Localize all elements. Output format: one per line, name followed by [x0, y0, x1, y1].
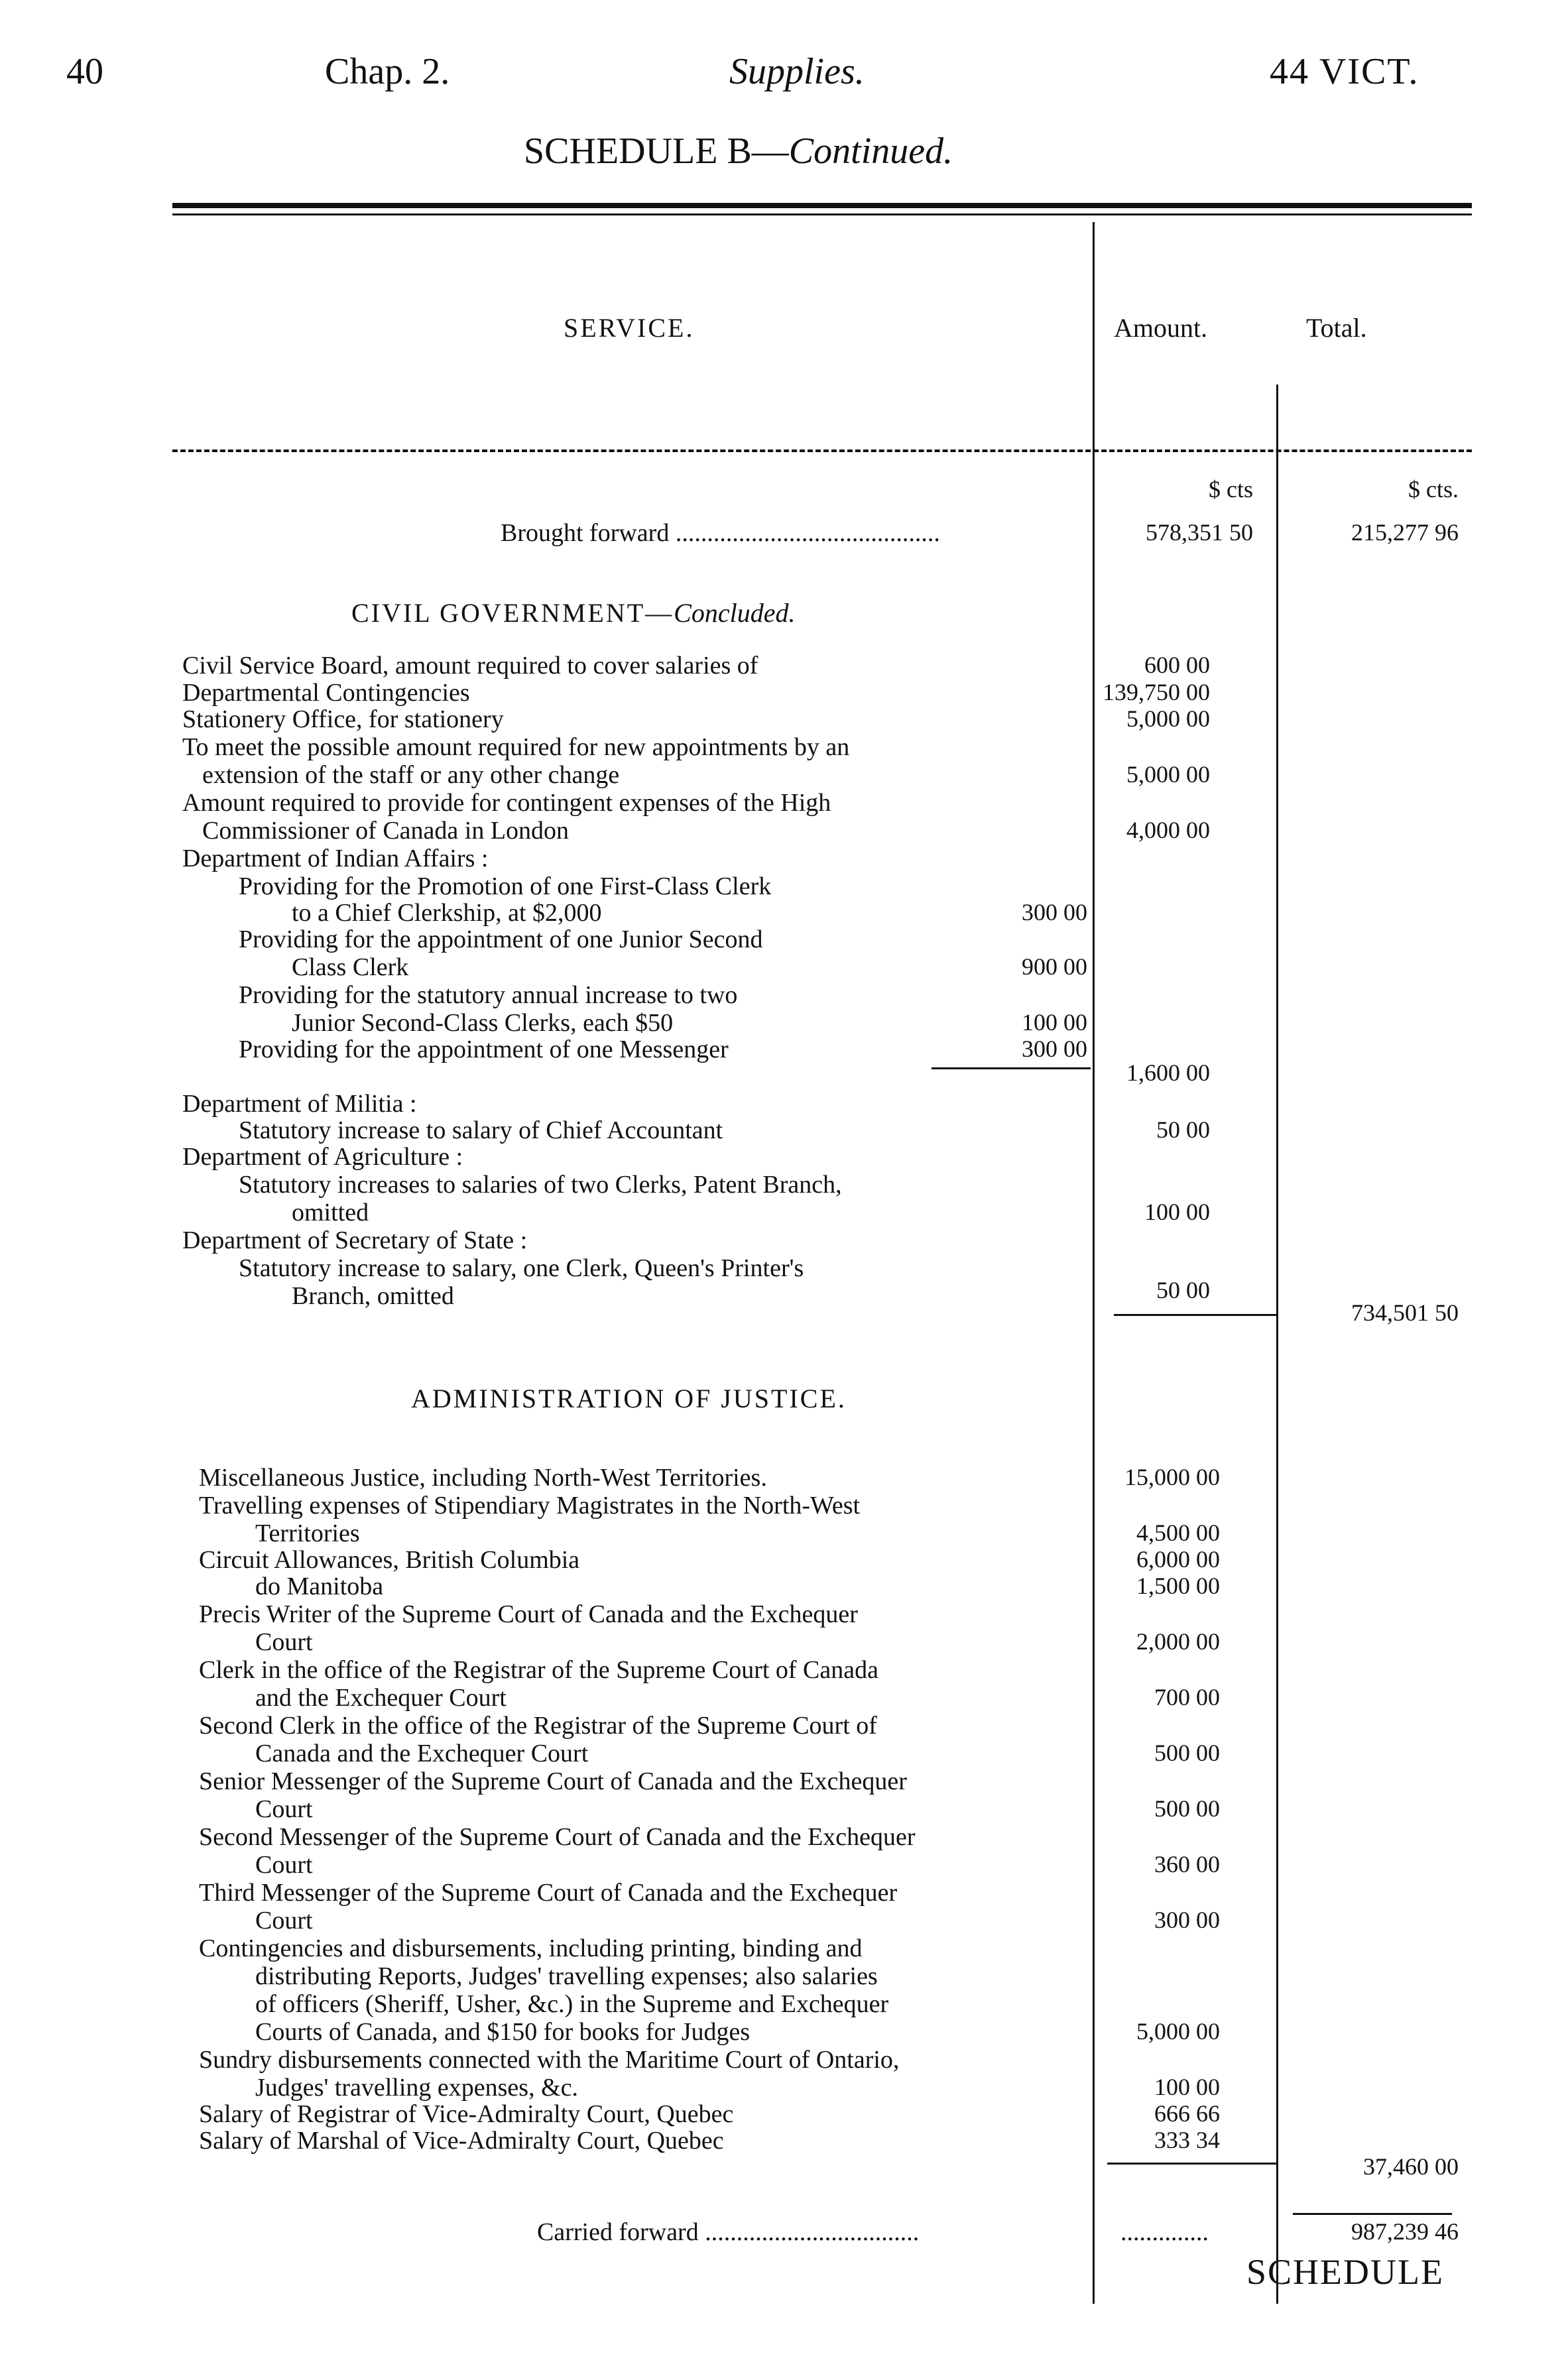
line-second-messenger-1: Second Messenger of the Supreme Court of Canada and the Exchequer — [199, 1823, 916, 1851]
carried-forward-leader: .............. — [1120, 2218, 1209, 2246]
line-registrar-vice-admiralty: Salary of Registrar of Vice-Admiralty Court, Quebec — [199, 2100, 734, 2128]
catchword: SCHEDULE — [1246, 2252, 1444, 2292]
carried-forward-label: Carried forward .................................. — [537, 2218, 920, 2246]
amount-secretary: 50 00 — [1156, 1277, 1210, 1303]
amount-unit: $ cts — [1209, 476, 1253, 503]
line-new-appointments-2: extension of the staff or any other change — [202, 761, 620, 789]
line-stipendiary-2: Territories — [255, 1519, 360, 1547]
amount-indian-affairs: 1,600 00 — [1126, 1059, 1210, 1086]
page-number: 40 — [66, 51, 103, 92]
line-stationery-office: Stationery Office, for stationery — [182, 705, 504, 733]
brought-forward-text: Brought forward — [501, 519, 670, 547]
line-contingencies-2: distributing Reports, Judges' travelling expenses; also salaries — [255, 1962, 878, 1990]
amount-new-appointments: 5,000 00 — [1126, 761, 1210, 788]
line-secretary-increase-2: Branch, omitted — [292, 1282, 454, 1310]
top-rule-thick — [172, 203, 1472, 208]
amount-registrar-vice-admiralty: 666 66 — [1154, 2100, 1220, 2127]
inner-amount-promotion: 300 00 — [1022, 899, 1087, 925]
amount-militia: 50 00 — [1156, 1116, 1210, 1143]
amount-stationery-office: 5,000 00 — [1126, 705, 1210, 732]
schedule-title-main: SCHEDULE B— — [524, 131, 789, 172]
schedule-title — [524, 133, 953, 170]
chapter-label: Chap. 2. — [325, 51, 450, 92]
line-precis-writer-2: Court — [255, 1628, 313, 1656]
carried-forward-text: Carried forward — [537, 2218, 699, 2246]
inner-amount-messenger: 300 00 — [1022, 1036, 1087, 1062]
amount-high-commissioner: 4,000 00 — [1126, 817, 1210, 843]
line-new-appointments-1: To meet the possible amount required for new appointments by an — [182, 733, 850, 761]
amount-second-messenger: 360 00 — [1154, 1851, 1220, 1877]
line-senior-messenger-2: Court — [255, 1795, 313, 1823]
justice-subtotal-rule — [1107, 2163, 1276, 2165]
justice-heading: ADMINISTRATION OF JUSTICE. — [411, 1384, 847, 1413]
line-indian-increase-1: Providing for the statutory annual increase to two — [239, 981, 738, 1009]
line-maritime-1: Sundry disbursements connected with the Maritime Court of Ontario, — [199, 2046, 900, 2074]
line-stipendiary-1: Travelling expenses of Stipendiary Magistrates in the North-West — [199, 1492, 861, 1519]
amount-agriculture: 100 00 — [1144, 1199, 1210, 1225]
carried-total-rule — [1293, 2213, 1452, 2215]
inner-amount-increase: 100 00 — [1022, 1009, 1087, 1036]
total-column-rule — [1276, 385, 1278, 2304]
line-agriculture-increase-1: Statutory increases to salaries of two Clerks, Patent Branch, — [239, 1171, 842, 1199]
civil-heading-concluded: Concluded. — [674, 598, 796, 628]
brought-forward-total: 215,277 96 — [1351, 519, 1459, 546]
line-maritime-2: Judges' travelling expenses, &c. — [255, 2074, 579, 2102]
civil-heading-main: CIVIL GOVERNMENT— — [351, 598, 674, 628]
justice-total: 37,460 00 — [1363, 2153, 1459, 2180]
amount-departmental-contingencies: 139,750 00 — [1103, 679, 1210, 705]
amount-misc-justice: 15,000 00 — [1124, 1464, 1220, 1490]
amount-circuit-manitoba: 1,500 00 — [1136, 1573, 1220, 1599]
line-agriculture: Department of Agriculture : — [182, 1143, 463, 1171]
amount-stipendiary: 4,500 00 — [1136, 1519, 1220, 1546]
line-high-commissioner-2: Commissioner of Canada in London — [202, 817, 570, 845]
line-third-messenger-1: Third Messenger of the Supreme Court of Canada and the Exchequer — [199, 1879, 898, 1907]
line-second-clerk-1: Second Clerk in the office of the Registrar of the Supreme Court of — [199, 1712, 877, 1740]
amount-registrar-clerk: 700 00 — [1154, 1684, 1220, 1710]
carried-forward-total: 987,239 46 — [1351, 2218, 1459, 2245]
top-rule-thin — [172, 213, 1472, 215]
regnal-year: 44 VICT. — [1270, 51, 1419, 92]
amount-contingencies: 5,000 00 — [1136, 2018, 1220, 2045]
brought-forward-amount: 578,351 50 — [1146, 519, 1253, 546]
civil-total-rule — [1114, 1314, 1276, 1316]
line-secretary-increase-1: Statutory increase to salary, one Clerk, Queen's Printer's — [239, 1254, 804, 1282]
amount-circuit-bc: 6,000 00 — [1136, 1546, 1220, 1573]
line-indian-promotion-2: to a Chief Clerkship, at $2,000 — [292, 899, 602, 927]
schedule-title-continued: Continued. — [788, 131, 953, 172]
line-circuit-bc: Circuit Allowances, British Columbia — [199, 1546, 580, 1574]
line-indian-increase-2: Junior Second-Class Clerks, each $50 — [292, 1009, 674, 1037]
total-column-heading: Total. — [1306, 313, 1367, 343]
line-departmental-contingencies: Departmental Contingencies — [182, 679, 470, 707]
amount-maritime: 100 00 — [1154, 2074, 1220, 2100]
amount-column-heading: Amount. — [1114, 313, 1208, 343]
line-indian-affairs: Department of Indian Affairs : — [182, 845, 489, 872]
amount-precis-writer: 2,000 00 — [1136, 1628, 1220, 1655]
service-column-heading: SERVICE. — [564, 313, 695, 343]
line-contingencies-4: Courts of Canada, and $150 for books for Judges — [255, 2018, 751, 2046]
line-agriculture-increase-2: omitted — [292, 1199, 369, 1226]
line-indian-promotion-1: Providing for the Promotion of one First-Class Clerk — [239, 872, 772, 900]
line-second-clerk-2: Canada and the Exchequer Court — [255, 1740, 589, 1767]
line-secretary-state: Department of Secretary of State : — [182, 1226, 528, 1254]
line-precis-writer-1: Precis Writer of the Supreme Court of Canada and the Exchequer — [199, 1600, 858, 1628]
line-registrar-clerk-1: Clerk in the office of the Registrar of the Supreme Court of Canada — [199, 1656, 878, 1684]
line-indian-junior-1: Providing for the appointment of one Junior Second — [239, 925, 763, 953]
line-misc-justice: Miscellaneous Justice, including North-West Territories. — [199, 1464, 767, 1492]
brought-forward-label: Brought forward .......................................... — [501, 519, 940, 547]
line-high-commissioner-1: Amount required to provide for contingent expenses of the High — [182, 789, 831, 817]
line-contingencies-1: Contingencies and disbursements, including printing, binding and — [199, 1934, 863, 1962]
civil-government-total: 734,501 50 — [1351, 1299, 1459, 1326]
line-second-messenger-2: Court — [255, 1851, 313, 1879]
inner-amount-junior: 900 00 — [1022, 953, 1087, 980]
total-unit: $ cts. — [1408, 476, 1459, 503]
line-militia: Department of Militia : — [182, 1090, 417, 1118]
line-indian-junior-2: Class Clerk — [292, 953, 409, 981]
line-civil-service-board: Civil Service Board, amount required to cover salaries of — [182, 652, 758, 680]
heading-underline — [172, 449, 1472, 452]
line-marshal-vice-admiralty: Salary of Marshal of Vice-Admiralty Court, Quebec — [199, 2127, 724, 2155]
line-militia-increase: Statutory increase to salary of Chief Accountant — [239, 1116, 723, 1144]
amount-third-messenger: 300 00 — [1154, 1907, 1220, 1933]
line-registrar-clerk-2: and the Exchequer Court — [255, 1684, 507, 1712]
amount-marshal-vice-admiralty: 333 34 — [1154, 2127, 1220, 2153]
line-third-messenger-2: Court — [255, 1907, 313, 1934]
line-indian-messenger: Providing for the appointment of one Messenger — [239, 1036, 729, 1063]
subject-label: Supplies. — [729, 51, 865, 92]
amount-second-clerk: 500 00 — [1154, 1740, 1220, 1766]
civil-government-heading — [351, 600, 795, 626]
line-circuit-manitoba: do Manitoba — [255, 1573, 384, 1600]
amount-senior-messenger: 500 00 — [1154, 1795, 1220, 1822]
amount-civil-service-board: 600 00 — [1144, 652, 1210, 678]
line-senior-messenger-1: Senior Messenger of the Supreme Court of Canada and the Exchequer — [199, 1767, 907, 1795]
line-contingencies-3: of officers (Sheriff, Usher, &c.) in the Supreme and Exchequer — [255, 1990, 889, 2018]
